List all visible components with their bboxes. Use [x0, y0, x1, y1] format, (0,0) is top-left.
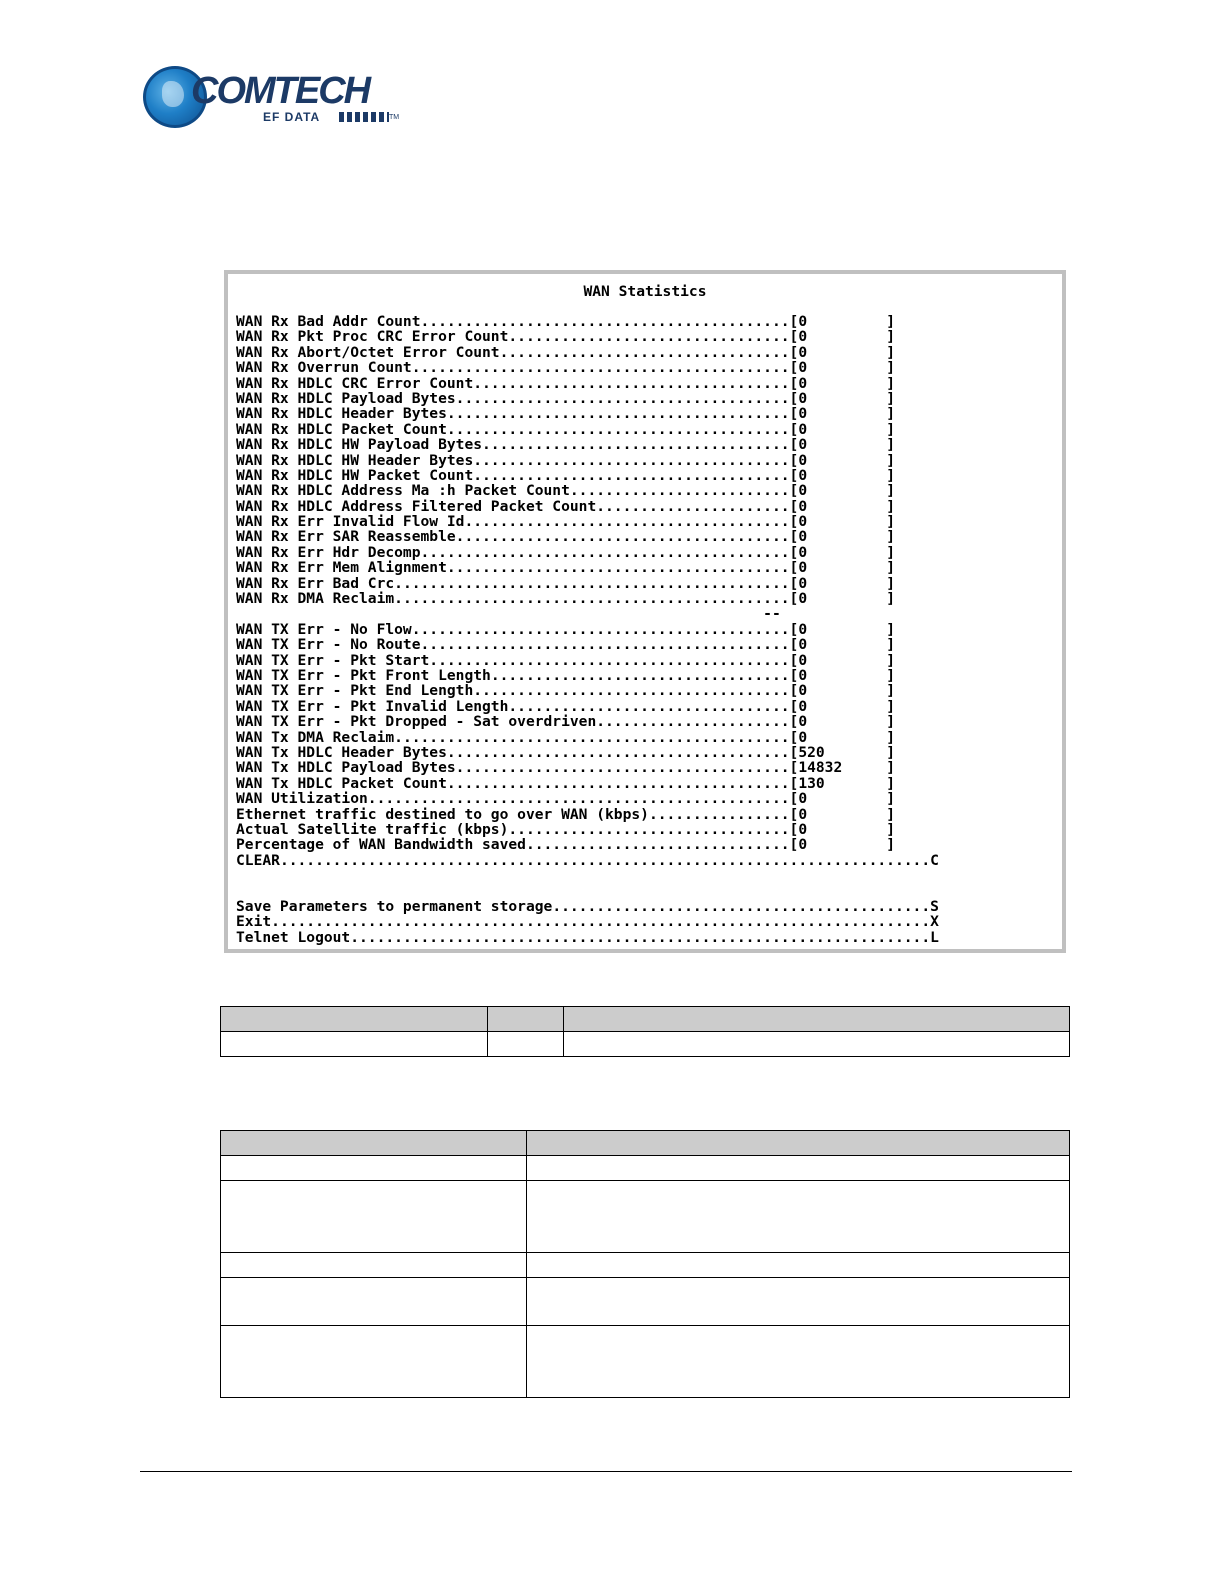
bracket-close: ] — [807, 713, 895, 731]
stat-label: WAN Rx Err SAR Reassemble — [236, 528, 456, 546]
stat-label: Actual Satellite traffic (kbps) — [236, 820, 509, 838]
stat-value: 14832 — [798, 759, 843, 777]
stat-row — [236, 499, 939, 514]
stat-row — [236, 807, 939, 822]
stat-row — [236, 576, 939, 591]
stat-label: WAN Rx HDLC Address Ma :h Packet Count — [236, 482, 570, 500]
stat-label: WAN TX Err - Pkt Invalid Length — [236, 697, 509, 715]
menu-key: X — [930, 913, 939, 931]
stat-row — [236, 837, 939, 852]
stat-row — [236, 483, 939, 498]
stat-value: 0 — [798, 790, 808, 808]
table-header-cell — [488, 1007, 564, 1032]
bracket-close: ] — [807, 451, 895, 469]
stat-label: WAN Rx Err Invalid Flow Id — [236, 513, 465, 531]
bracket-close: ] — [807, 574, 895, 592]
stat-value: 0 — [798, 820, 808, 838]
bracket-close: ] — [807, 436, 895, 454]
dot-leader: ........................................... — [552, 897, 931, 915]
table-cell — [488, 1032, 564, 1057]
stat-label: WAN Tx DMA Reclaim — [236, 728, 395, 746]
bracket-close: ] — [807, 343, 895, 361]
menu-key: C — [930, 851, 939, 869]
menu-key: L — [930, 928, 939, 946]
stat-row — [236, 637, 939, 652]
logo-bars — [339, 112, 389, 122]
terminal-lines — [236, 314, 939, 945]
table-cell — [221, 1253, 527, 1278]
stat-value: 0 — [798, 482, 808, 500]
stat-label: WAN TX Err - Pkt End Length — [236, 682, 474, 700]
stat-label: WAN TX Err - Pkt Front Length — [236, 666, 491, 684]
dot-leader: ................................[ — [508, 328, 799, 346]
stat-value: 0 — [798, 590, 808, 608]
stat-row — [236, 668, 939, 683]
stat-value: 0 — [798, 836, 808, 854]
dot-leader: ......................................[ — [455, 759, 799, 777]
menu-label: CLEAR — [236, 851, 280, 869]
logo-subtitle: EF DATA — [263, 110, 321, 124]
dot-leader: ................................................[ — [367, 790, 799, 808]
save-command[interactable] — [236, 899, 939, 914]
bracket-close: ] — [807, 313, 895, 330]
dot-leader: ......................[ — [596, 497, 799, 515]
stat-value: 0 — [798, 543, 808, 561]
dot-leader: ................................[ — [508, 697, 799, 715]
bracket-close: ] — [824, 743, 895, 761]
blank-line — [236, 868, 939, 883]
bracket-close: ] — [807, 805, 895, 823]
dot-leader: ....................................[ — [473, 682, 799, 700]
bracket-close: ] — [807, 636, 895, 654]
stat-row — [236, 376, 939, 391]
stat-value: 0 — [798, 497, 808, 515]
footer-rule — [140, 1471, 1072, 1472]
stat-value: 0 — [798, 528, 808, 546]
stat-label: WAN Rx HDLC Header Bytes — [236, 405, 447, 423]
dot-leader: .........................[ — [569, 482, 799, 500]
table-header-cell — [221, 1131, 527, 1156]
stat-value: 0 — [798, 620, 808, 638]
menu-key: S — [930, 897, 939, 915]
clear-command[interactable] — [236, 853, 939, 868]
stat-value: 0 — [798, 805, 808, 823]
stat-row — [236, 468, 939, 483]
table-cell — [527, 1278, 1070, 1326]
bracket-close: ] — [807, 651, 895, 669]
stat-row — [236, 699, 939, 714]
stat-value: 0 — [798, 313, 808, 330]
stat-label: WAN Rx Err Mem Alignment — [236, 559, 447, 577]
bracket-close: ] — [807, 836, 895, 854]
stat-row — [236, 760, 939, 775]
stat-value: 0 — [798, 343, 808, 361]
bracket-close: ] — [807, 328, 895, 346]
logout-command[interactable] — [236, 930, 939, 945]
bracket-close: ] — [807, 389, 895, 407]
stat-label: WAN TX Err - Pkt Dropped - Sat overdriven — [236, 713, 597, 731]
bracket-close: ] — [807, 420, 895, 438]
stat-label: WAN TX Err - Pkt Start — [236, 651, 430, 669]
stat-value: 0 — [798, 513, 808, 531]
dot-leader: ................................[ — [508, 820, 799, 838]
dot-leader: ................[ — [648, 805, 799, 823]
stat-label: WAN Rx HDLC CRC Error Count — [236, 374, 474, 392]
dot-leader: ..........................................[ — [420, 636, 799, 654]
stat-row — [236, 730, 939, 745]
stat-label: WAN Rx HDLC Payload Bytes — [236, 389, 456, 407]
bracket-close: ] — [807, 359, 895, 377]
dot-leader: .........................................[ — [429, 651, 799, 669]
bracket-close: ] — [824, 774, 895, 792]
stat-row — [236, 406, 939, 421]
stat-row — [236, 514, 939, 529]
stat-row — [236, 391, 939, 406]
stat-value: 0 — [798, 682, 808, 700]
dot-leader: .............................................[ — [394, 590, 799, 608]
bracket-close: ] — [807, 666, 896, 684]
dot-leader: .......................................................................... — [279, 851, 931, 869]
table-2 — [220, 1130, 1070, 1398]
stat-label: WAN TX Err - No Route — [236, 636, 421, 654]
dot-leader: ...........................................[ — [411, 359, 799, 377]
dot-leader: .................................................................. — [350, 928, 931, 946]
dot-leader: ..........................................[ — [420, 543, 799, 561]
bracket-close: ] — [807, 790, 895, 808]
stat-row — [236, 653, 939, 668]
stat-label: WAN TX Err - No Flow — [236, 620, 412, 638]
dot-leader: ........................................................................... — [271, 913, 931, 931]
table-header-cell — [527, 1131, 1070, 1156]
bracket-close: ] — [807, 513, 895, 531]
stat-label: WAN Rx DMA Reclaim — [236, 590, 395, 608]
stat-row — [236, 560, 939, 575]
stat-value: 520 — [798, 743, 825, 761]
dot-leader: .............................................[ — [394, 574, 799, 592]
bracket-close: ] — [807, 482, 895, 500]
dot-leader: ......................................[ — [455, 389, 799, 407]
stat-value: 0 — [798, 636, 808, 654]
bracket-close: ] — [807, 374, 895, 392]
bracket-close: ] — [807, 466, 895, 484]
logo-wordmark: COMTECH — [191, 70, 370, 112]
stat-row — [236, 591, 939, 606]
stat-label: WAN Rx HDLC Packet Count — [236, 420, 447, 438]
stat-label: WAN Rx HDLC HW Payload Bytes — [236, 436, 483, 454]
dot-leader: ......................................[ — [455, 528, 799, 546]
dot-leader: ...................................[ — [482, 436, 799, 454]
stat-value: 0 — [798, 374, 808, 392]
bracket-close: ] — [807, 682, 895, 700]
stat-label: WAN Tx HDLC Packet Count — [236, 774, 447, 792]
separator: -- — [236, 605, 781, 623]
stat-value: 0 — [798, 697, 808, 715]
stat-label: Ethernet traffic destined to go over WAN (kbps) — [236, 805, 649, 823]
stat-value: 130 — [798, 774, 825, 792]
bracket-close: ] — [807, 528, 895, 546]
dot-leader: ...........................................[ — [411, 620, 799, 638]
logo-trademark: TM — [389, 114, 400, 121]
dot-leader: .............................................[ — [394, 728, 799, 746]
menu-label: Exit — [236, 913, 272, 931]
dot-leader: ..........................................[ — [420, 313, 799, 330]
table-cell — [564, 1032, 1070, 1057]
stat-row — [236, 622, 939, 637]
table-1 — [220, 1006, 1070, 1057]
stat-row — [236, 714, 939, 729]
stat-row — [236, 683, 939, 698]
stat-label: WAN Utilization — [236, 790, 368, 808]
stat-label: WAN Rx HDLC HW Header Bytes — [236, 451, 474, 469]
stat-label: Percentage of WAN Bandwidth saved — [236, 836, 526, 854]
table-cell — [527, 1326, 1070, 1398]
stat-row — [236, 314, 939, 329]
table-cell — [527, 1181, 1070, 1253]
dot-leader: ....................................[ — [473, 451, 799, 469]
stat-row — [236, 345, 939, 360]
table-cell — [221, 1326, 527, 1398]
stat-row — [236, 437, 939, 452]
stat-row — [236, 422, 939, 437]
stat-value: 0 — [798, 405, 808, 423]
dot-leader: ..............................[ — [525, 836, 799, 854]
stat-value: 0 — [798, 359, 808, 377]
menu-label: Save Parameters to permanent storage — [236, 897, 553, 915]
stat-row — [236, 329, 939, 344]
dot-leader: .......................................[ — [446, 774, 799, 792]
table-cell — [221, 1156, 527, 1181]
stat-row — [236, 453, 939, 468]
table-header-cell — [564, 1007, 1070, 1032]
bracket-close: ] — [807, 728, 895, 746]
bracket-close: ] — [842, 759, 895, 777]
exit-command[interactable] — [236, 914, 939, 929]
bracket-close: ] — [807, 590, 895, 608]
table-header-cell — [221, 1007, 488, 1032]
dot-leader: .....................................[ — [464, 513, 799, 531]
dot-leader: ....................................[ — [473, 466, 799, 484]
stat-row — [236, 745, 939, 760]
menu-label: Telnet Logout — [236, 928, 351, 946]
stat-value: 0 — [798, 574, 808, 592]
stat-label: WAN Rx Err Hdr Decomp — [236, 543, 421, 561]
wan-statistics-terminal — [224, 270, 1066, 953]
stat-label: WAN Rx HDLC Address Filtered Packet Count — [236, 497, 597, 515]
stat-value: 0 — [798, 420, 808, 438]
stat-row — [236, 545, 939, 560]
bracket-close: ] — [807, 820, 895, 838]
dot-leader: ......................[ — [596, 713, 799, 731]
bracket-close: ] — [807, 543, 895, 561]
dot-leader: .......................................[ — [446, 743, 799, 761]
stat-label: WAN Tx HDLC Payload Bytes — [236, 759, 456, 777]
dot-leader: .......................................[ — [446, 420, 799, 438]
stat-label: WAN Tx HDLC Header Bytes — [236, 743, 447, 761]
stat-value: 0 — [798, 436, 808, 454]
dot-leader: .......................................[ — [446, 405, 799, 423]
company-logo — [143, 66, 403, 126]
stat-row — [236, 529, 939, 544]
stat-value: 0 — [798, 559, 808, 577]
table-cell — [527, 1253, 1070, 1278]
stat-row — [236, 822, 939, 837]
bracket-close: ] — [807, 405, 895, 423]
stat-label: WAN Rx Pkt Proc CRC Error Count — [236, 328, 509, 346]
stat-row — [236, 791, 939, 806]
dot-leader: .......................................[ — [446, 559, 799, 577]
stat-value: 0 — [798, 728, 808, 746]
stat-label: WAN Rx Overrun Count — [236, 359, 412, 377]
table-cell — [221, 1181, 527, 1253]
blank-line — [236, 883, 939, 898]
bracket-close: ] — [807, 559, 895, 577]
stat-value: 0 — [798, 451, 808, 469]
dot-leader: ..................................[ — [490, 666, 799, 684]
stat-label: WAN Rx Err Bad Crc — [236, 574, 395, 592]
stat-value: 0 — [798, 389, 808, 407]
terminal-title: WAN Statistics — [583, 283, 707, 300]
stat-row — [236, 776, 939, 791]
stat-value: 0 — [798, 651, 808, 669]
bracket-close: ] — [807, 497, 895, 515]
stat-row — [236, 360, 939, 375]
table-cell — [527, 1156, 1070, 1181]
stat-value: 0 — [798, 328, 808, 346]
stat-label: WAN Rx Bad Addr Count — [236, 313, 421, 330]
dot-leader: .................................[ — [499, 343, 799, 361]
bracket-close: ] — [807, 620, 895, 638]
table-cell — [221, 1032, 488, 1057]
bracket-close: ] — [807, 697, 895, 715]
stat-value: 0 — [798, 466, 808, 484]
stat-label: WAN Rx HDLC HW Packet Count — [236, 466, 474, 484]
stat-value: 0 — [798, 666, 808, 684]
stat-label: WAN Rx Abort/Octet Error Count — [236, 343, 500, 361]
dot-leader: ....................................[ — [473, 374, 799, 392]
stat-value: 0 — [798, 713, 808, 731]
table-cell — [221, 1278, 527, 1326]
